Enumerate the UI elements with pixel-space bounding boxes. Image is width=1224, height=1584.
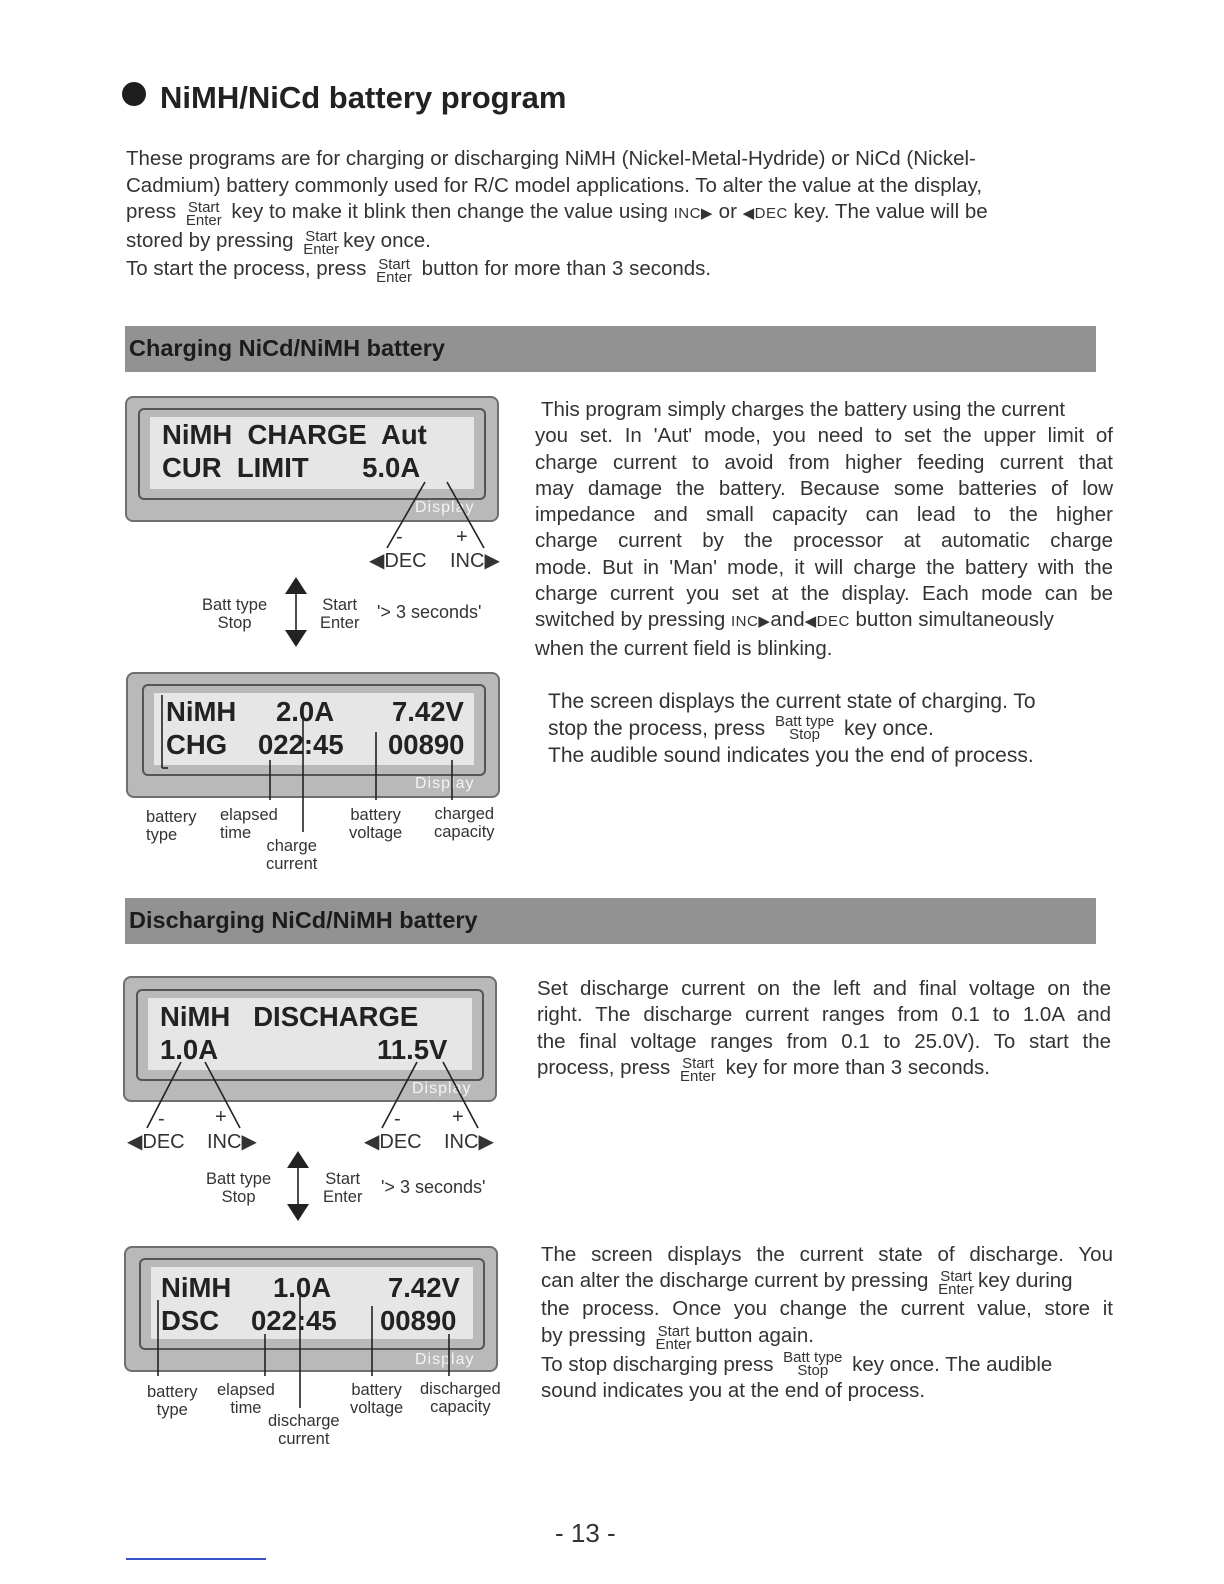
charging-status-description: The screen displays the current state of charging. To stop the process, press Batt type Stop key once. The audible sound indicates you the end of process. (548, 690, 1036, 767)
start-enter-key-icon: Start Enter (376, 255, 412, 286)
inc-key-icon: INC▶ (731, 613, 771, 631)
lcd-discharge-current: 1.0A (160, 1034, 219, 1065)
discharging-status-description: The screen displays the current state of discharge. You can alter the discharge current by pressing Start Enter key during the process. Once you change the current value, store it by pressing Start Enter button again. To stop discharging press Batt type Stop key once. The audible sound indicates you at the end of process. (541, 1243, 1113, 1402)
lcd-line-1: NiMH CHARGE Aut (162, 419, 427, 450)
page-number: - 13 - (555, 1518, 616, 1548)
plus-sign: + (215, 1106, 227, 1128)
inc-key-label: INC▶ (207, 1131, 257, 1153)
label-battery-voltage: battery voltage (350, 1381, 404, 1417)
intro-line: stored by pressing Start Enter key once. (126, 227, 431, 258)
lcd-display-label: Display (415, 775, 475, 792)
batt-type-stop-key-icon: Batt type Stop (774, 713, 835, 744)
lcd-battery-type: NiMH (161, 1272, 232, 1303)
lcd-display-label: Display (415, 499, 475, 516)
label-discharge-current: discharge current (268, 1412, 340, 1448)
batt-type-stop-key: Batt type Stop (202, 596, 268, 632)
lcd-discharge-current: 1.0A (273, 1272, 332, 1303)
minus-sign: - (396, 526, 403, 548)
inc-key-label: INC▶ (450, 550, 500, 572)
hold-duration: '> 3 seconds' (381, 1177, 486, 1197)
plus-sign: + (452, 1106, 464, 1128)
minus-sign: - (158, 1108, 165, 1130)
start-enter-key-icon: Start Enter (680, 1054, 716, 1085)
start-enter-key: Start Enter (323, 1170, 363, 1206)
lcd-line-2: CUR LIMIT 5.0A (162, 452, 421, 483)
batt-type-stop-key-icon: Batt type Stop (783, 1348, 843, 1379)
label-battery-type: battery type (146, 808, 197, 844)
dec-key-label: ◀DEC (127, 1131, 185, 1153)
intro-line: These programs are for charging or discharging NiMH (Nickel-Metal-Hydride) or NiCd (Nickel- (126, 147, 976, 170)
charging-description: This program simply charges the battery using the current you set. In 'Aut' mode, you need to set the upper limit of charge current to avoid from higher feeding current that may damage the battery. Because some batteries of low impedance and small capacity can lead to the higher charge current by the processor at automatic charge mode. But in 'Man' mode, it will charge the battery with the charge current you set at the display. Each mode can be switched by pressing INC▶and◀DEC button simultaneously when the current field is blinking. (535, 398, 1113, 660)
label-charged-capacity: charged capacity (434, 805, 495, 841)
dec-key-icon: ◀DEC (804, 613, 850, 631)
start-enter-key-icon: Start Enter (303, 227, 340, 258)
lcd-display-label: Display (412, 1080, 472, 1097)
batt-type-stop-key: Batt type Stop (206, 1170, 272, 1206)
page-title: NiMH/NiCd battery program (122, 80, 566, 116)
arrow-down-icon (287, 1204, 309, 1221)
start-enter-key-icon: Start Enter (938, 1268, 974, 1299)
section-header-discharging: Discharging NiCd/NiMH battery (125, 898, 1096, 944)
arrow-up-icon (285, 577, 307, 594)
lcd-display-label: Display (415, 1351, 475, 1368)
intro-line: Cadmium) battery commonly used for R/C model applications. To alter the value at the display, (126, 173, 983, 197)
lcd-final-voltage: 11.5V (377, 1034, 448, 1065)
lcd-mode: DSC (161, 1305, 220, 1336)
lcd-battery-type: NiMH (166, 696, 237, 727)
dec-key-icon: ◀DEC (742, 205, 788, 222)
dec-key-label: ◀DEC (364, 1131, 422, 1153)
lcd-charge-current: 2.0A (276, 696, 335, 727)
lcd-elapsed-time: 022:45 (251, 1305, 337, 1336)
hold-duration: '> 3 seconds' (377, 602, 482, 622)
inc-key-label: INC▶ (444, 1131, 494, 1153)
label-elapsed-time: elapsed time (217, 1381, 275, 1417)
lcd-battery-voltage: 7.42V (388, 1272, 460, 1303)
label-battery-type: battery type (147, 1383, 198, 1419)
lcd-charged-capacity: 00890 (388, 729, 465, 760)
section-header-charging: Charging NiCd/NiMH battery (125, 326, 1096, 372)
arrow-down-icon (285, 630, 307, 647)
minus-sign: - (394, 1108, 401, 1130)
start-enter-key-icon: Start Enter (185, 199, 222, 229)
intro-line: To start the process, press Start Enter button for more than 3 seconds. (126, 255, 712, 286)
lcd-mode: CHG (166, 729, 228, 760)
arrow-up-icon (287, 1151, 309, 1168)
label-battery-voltage: battery voltage (349, 806, 403, 842)
start-enter-key: Start Enter (320, 596, 360, 632)
discharging-description: Set discharge current on the left and final voltage on the right. The discharge current ranges from 0.1 to 1.0A and the final voltage ranges from 0.1 to 25.0V). To start the process, press Start Enter key for more than 3 seconds. (537, 977, 1111, 1085)
lcd-battery-voltage: 7.42V (392, 696, 464, 727)
footer-rule (126, 1558, 266, 1560)
label-discharged-capacity: discharged capacity (420, 1380, 501, 1416)
intro-line: press Start Enter key to make it blink then change the value using INC▶ or ◀DEC key. The value will be (126, 199, 988, 229)
label-elapsed-time: elapsed time (220, 806, 278, 842)
plus-sign: + (456, 526, 468, 548)
lcd-elapsed-time: 022:45 (258, 729, 344, 760)
dec-key-label: ◀DEC (369, 550, 427, 572)
label-charge-current: charge current (266, 837, 318, 873)
inc-key-icon: INC▶ (673, 205, 713, 222)
start-enter-key-icon: Start Enter (655, 1322, 692, 1353)
lcd-discharged-capacity: 00890 (380, 1305, 457, 1336)
lcd-line-1: NiMH DISCHARGE (160, 1001, 419, 1032)
